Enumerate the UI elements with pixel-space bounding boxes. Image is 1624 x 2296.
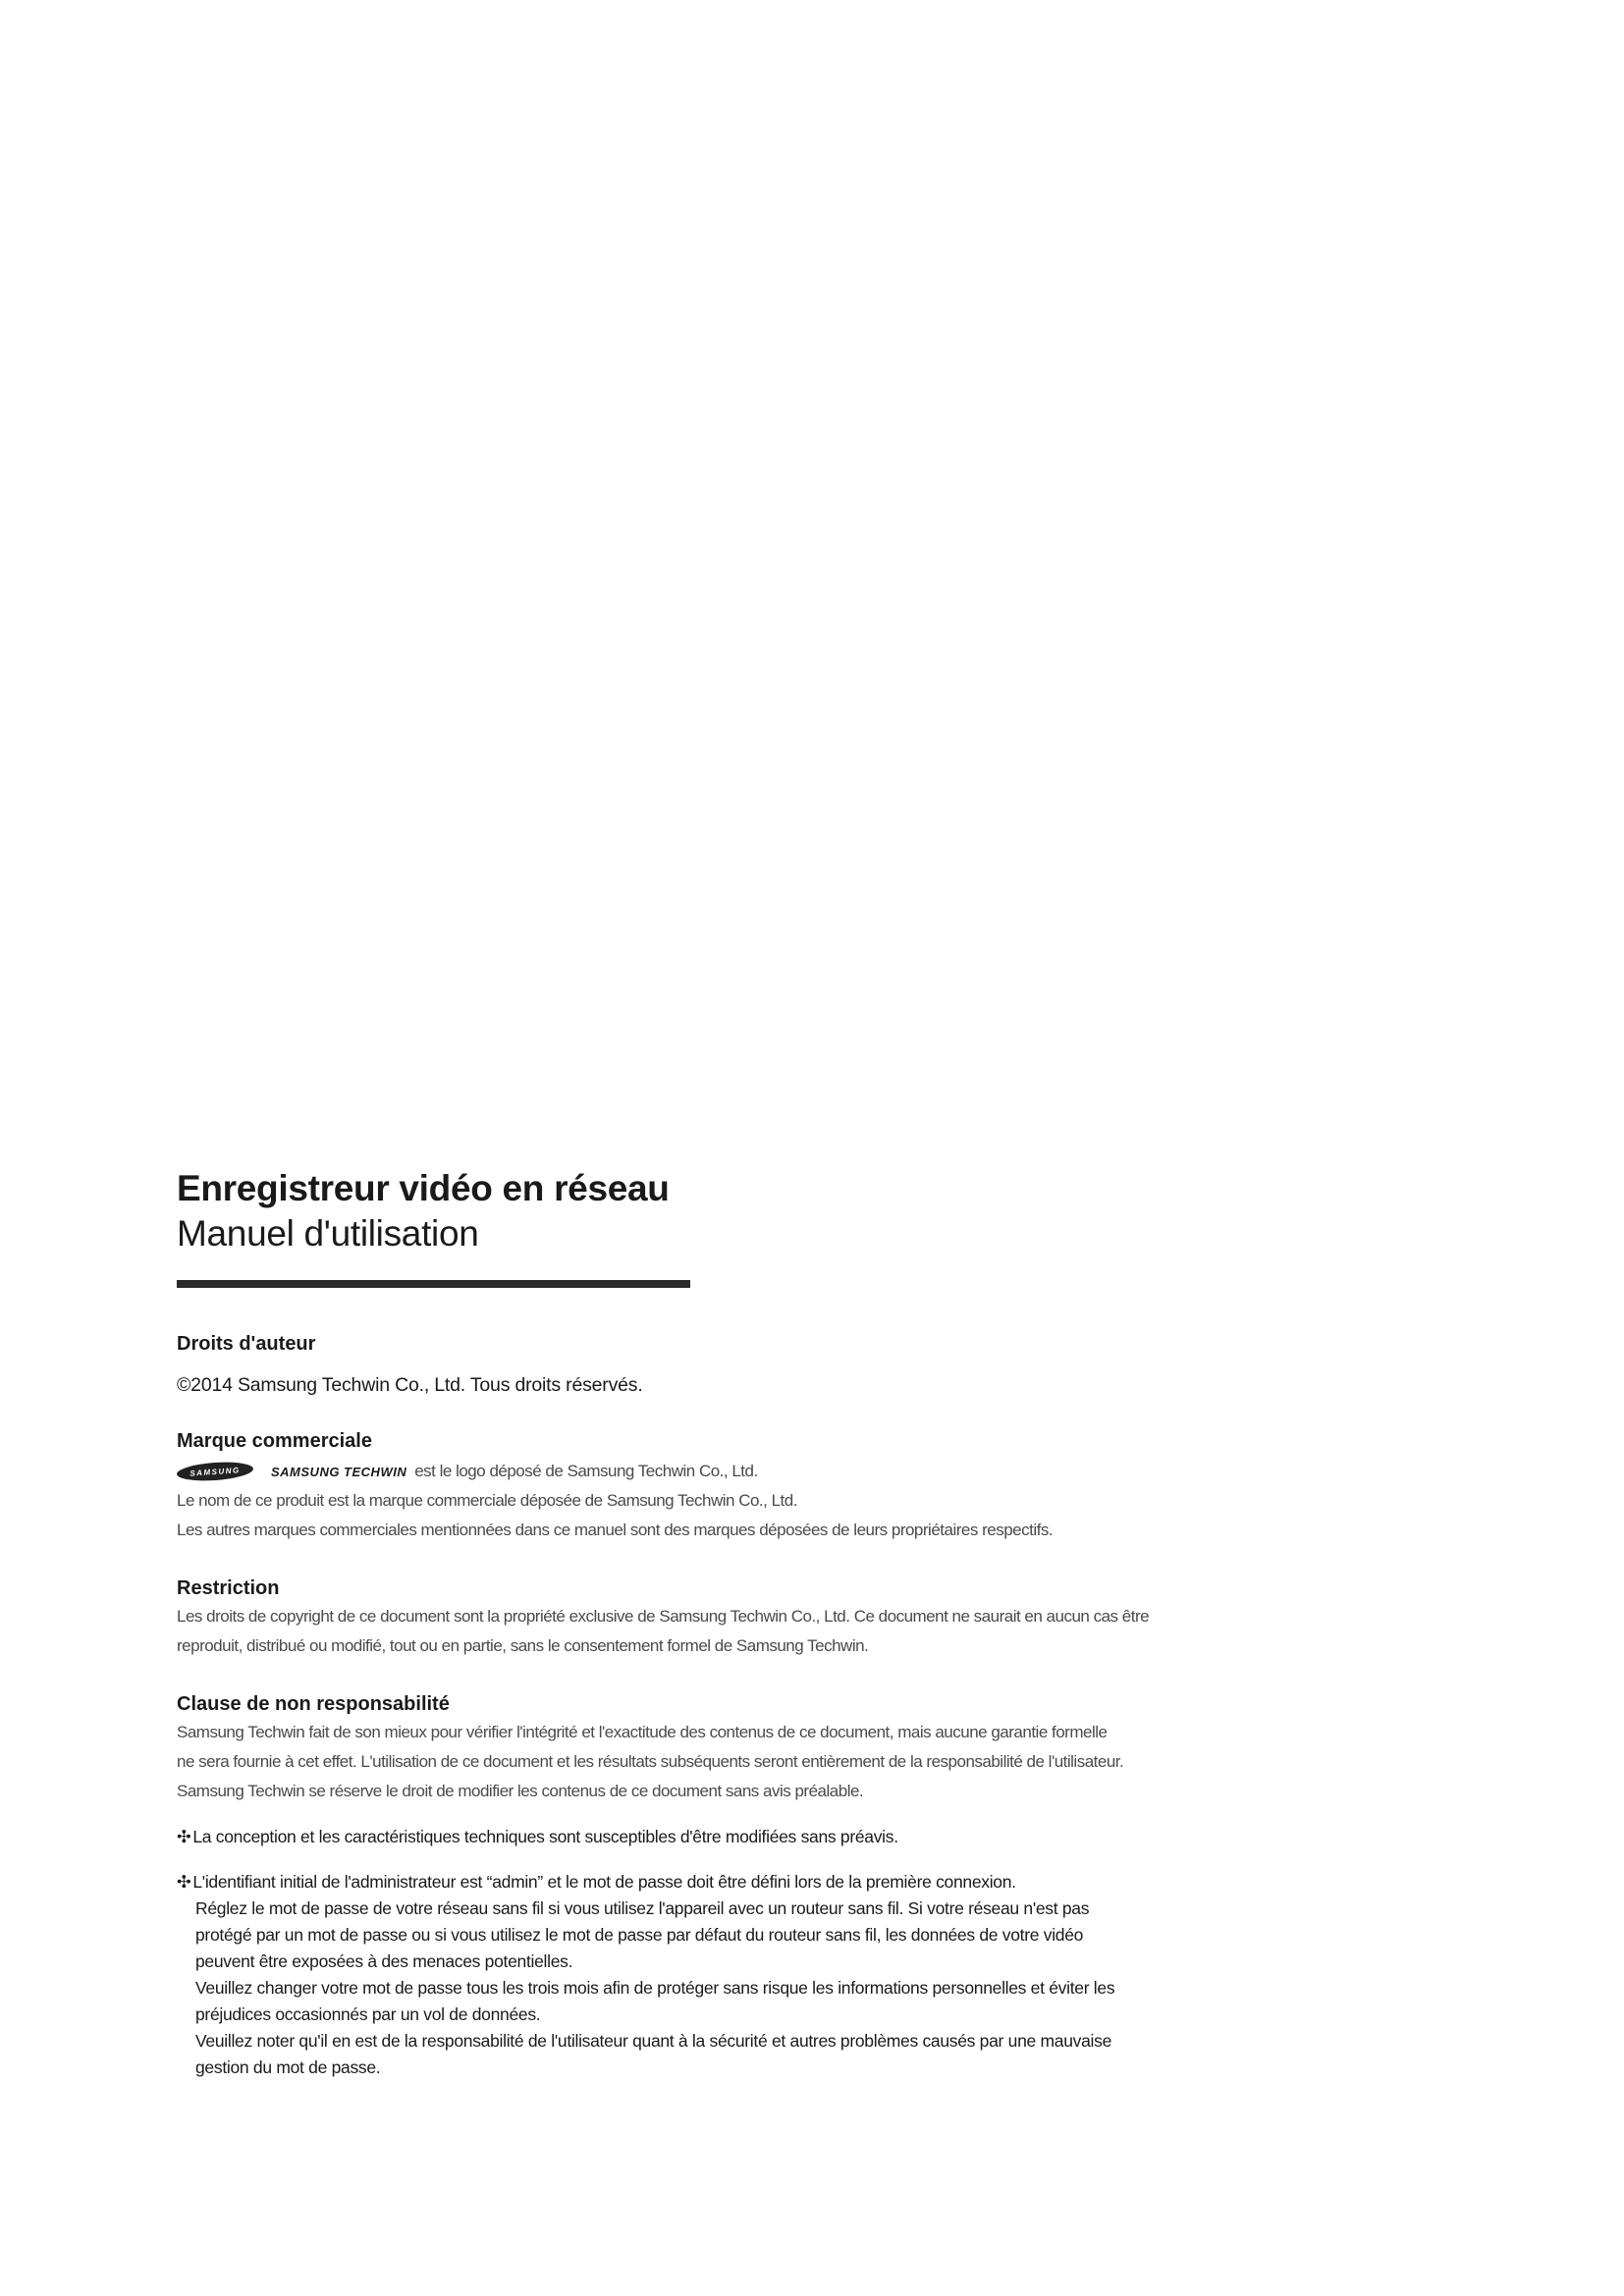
note2-line1: L'identifiant initial de l'administrateur est “admin” et le mot de passe doit être défini lors de la première connexion.	[192, 1872, 1016, 1892]
bullet-icon: ✣	[177, 1872, 191, 1892]
note2-line8: gestion du mot de passe.	[195, 2057, 381, 2077]
disclaimer-line1: Samsung Techwin fait de son mieux pour vérifier l'intégrité et l'exactitude des contenus de ce document, mais aucune garantie formelle	[177, 1723, 1108, 1741]
document-title: Enregistreur vidéo en réseau	[177, 1168, 670, 1208]
trademark-line2: Le nom de ce produit est la marque commerciale déposée de Samsung Techwin Co., Ltd.	[177, 1491, 797, 1510]
trademark-heading: Marque commerciale	[177, 1430, 372, 1452]
note2-line7: Veuillez noter qu'il en est de la responsabilité de l'utilisateur quant à la sécurité et autres problèmes causés par une mauvaise	[195, 2031, 1111, 2051]
copyright-heading: Droits d'auteur	[177, 1333, 316, 1355]
samsung-logo: SAMSUNG	[176, 1460, 253, 1482]
trademark-line1: est le logo déposé de Samsung Techwin Co., Ltd.	[414, 1462, 758, 1480]
note-password	[177, 1869, 1208, 1896]
techwin-logo: SAMSUNG TECHWIN	[271, 1464, 407, 1479]
restriction-heading: Restriction	[177, 1577, 280, 1599]
note2-line3: protégé par un mot de passe ou si vous utilisez le mot de passe par défaut du routeur sans fil, les données de votre vidéo	[195, 1925, 1084, 1945]
document-subtitle: Manuel d'utilisation	[177, 1213, 479, 1254]
bullet-icon: ✣	[177, 1827, 191, 1846]
note2-line4: peuvent être exposées à des menaces potentielles.	[195, 1951, 573, 1971]
trademark-line3: Les autres marques commerciales mentionnées dans ce manuel sont des marques déposées de leurs propriétaires respectifs.	[177, 1521, 1054, 1539]
title-divider	[177, 1280, 690, 1288]
trademark-section	[177, 1430, 1208, 1545]
note2-line6: préjudices occasionnés par un vol de données.	[195, 2004, 541, 2024]
restriction-line2: reproduit, distribué ou modifié, tout ou en partie, sans le consentement formel de Samsung Techwin.	[177, 1636, 869, 1655]
disclaimer-line3: Samsung Techwin se réserve le droit de modifier les contenus de ce document sans avis préalable.	[177, 1782, 864, 1800]
disclaimer-heading: Clause de non responsabilité	[177, 1693, 450, 1715]
restriction-line1: Les droits de copyright de ce document sont la propriété exclusive de Samsung Techwin Co., Ltd. Ce document ne saurait en aucun cas être	[177, 1607, 1150, 1626]
document-body	[177, 1166, 1208, 2081]
note2-line5: Veuillez changer votre mot de passe tous les trois mois afin de protéger sans risque les informations personnelles et éviter les	[195, 1978, 1115, 1998]
restriction-section	[177, 1577, 1208, 1661]
trademark-logo-row	[177, 1457, 1208, 1486]
note1-text: La conception et les caractéristiques techniques sont susceptibles d'être modifiées sans préavis.	[192, 1827, 898, 1846]
note2-line2: Réglez le mot de passe de votre réseau sans fil si vous utilisez l'appareil avec un routeur sans fil. Si votre réseau n'est pas	[195, 1898, 1090, 1918]
disclaimer-line2: ne sera fournie à cet effet. L'utilisation de ce document et les résultats subséquents seront entièrement de la responsabilité de l'utilisateur.	[177, 1752, 1124, 1771]
notes-section	[177, 1824, 1208, 2081]
note-design-changes	[177, 1824, 1208, 1850]
copyright-section	[177, 1333, 1208, 1397]
copyright-text: ©2014 Samsung Techwin Co., Ltd. Tous droits réservés.	[177, 1374, 643, 1396]
disclaimer-section	[177, 1693, 1208, 1806]
